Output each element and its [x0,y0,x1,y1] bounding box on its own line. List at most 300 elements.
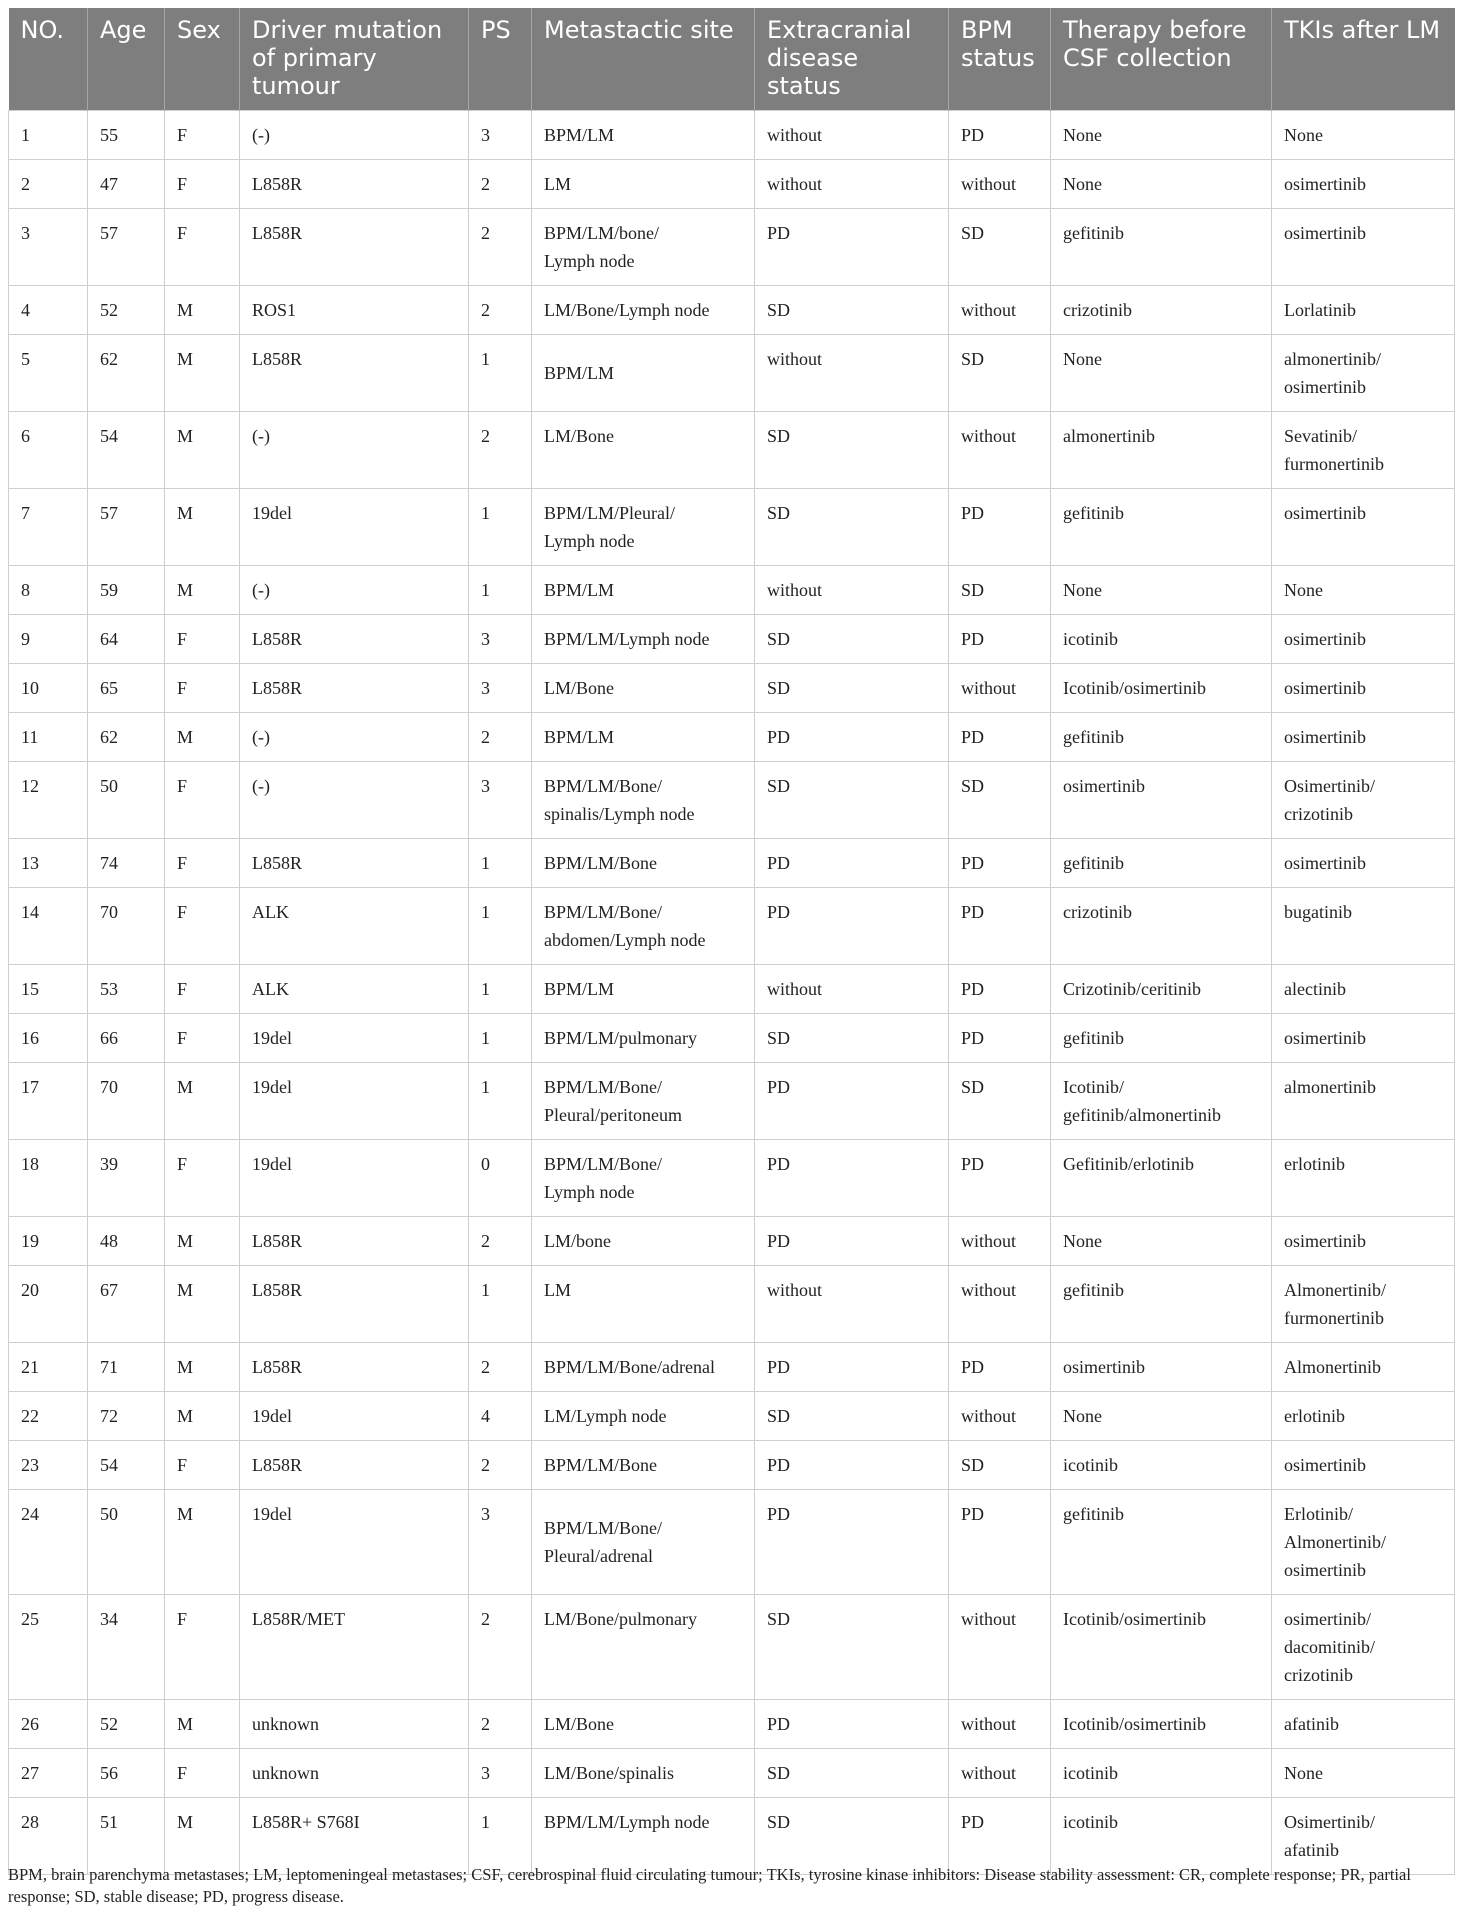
cell-bpm-status: without [949,160,1051,209]
table-row [9,160,1455,209]
cell-bpm-status: without [949,1266,1051,1343]
cell-therapy-before-csf: None [1051,335,1272,412]
cell-bpm-status: PD [949,888,1051,965]
cell-tkis-after-lm: erlotinib [1272,1392,1455,1441]
cell-no: 11 [9,713,88,762]
cell-no: 7 [9,489,88,566]
cell-tkis-after-lm: osimertinib/ dacomitinib/ crizotinib [1272,1595,1455,1700]
cell-tkis-after-lm: osimertinib [1272,209,1455,286]
cell-sex: F [165,1014,240,1063]
cell-no: 15 [9,965,88,1014]
cell-tkis-after-lm: alectinib [1272,965,1455,1014]
cell-driver-mutation: L858R+ S768I [240,1798,469,1875]
cell-driver-mutation: 19del [240,1063,469,1140]
cell-bpm-status: PD [949,839,1051,888]
cell-extracranial-status: SD [755,615,949,664]
cell-age: 59 [88,566,165,615]
cell-no: 4 [9,286,88,335]
cell-no: 12 [9,762,88,839]
table-row [9,965,1455,1014]
cell-therapy-before-csf: None [1051,566,1272,615]
cell-extracranial-status: without [755,965,949,1014]
cell-therapy-before-csf: Icotinib/osimertinib [1051,664,1272,713]
cell-tkis-after-lm: osimertinib [1272,615,1455,664]
cell-metastatic-site: BPM/LM/Lymph node [532,1798,755,1875]
cell-no: 19 [9,1217,88,1266]
cell-bpm-status: without [949,412,1051,489]
cell-extracranial-status: PD [755,888,949,965]
cell-ps: 2 [469,1441,532,1490]
cell-sex: F [165,160,240,209]
cell-tkis-after-lm: Erlotinib/ Almonertinib/ osimertinib [1272,1490,1455,1595]
cell-sex: M [165,1392,240,1441]
cell-therapy-before-csf: gefitinib [1051,839,1272,888]
cell-sex: F [165,888,240,965]
cell-age: 56 [88,1749,165,1798]
cell-bpm-status: without [949,286,1051,335]
cell-bpm-status: without [949,1392,1051,1441]
cell-therapy-before-csf: gefitinib [1051,209,1272,286]
cell-ps: 2 [469,713,532,762]
cell-sex: M [165,1266,240,1343]
cell-bpm-status: PD [949,1014,1051,1063]
cell-sex: M [165,1700,240,1749]
cell-metastatic-site: LM/Lymph node [532,1392,755,1441]
cell-extracranial-status: SD [755,1749,949,1798]
cell-driver-mutation: L858R [240,209,469,286]
cell-sex: M [165,1798,240,1875]
cell-extracranial-status: SD [755,1392,949,1441]
table-row [9,1749,1455,1798]
cell-driver-mutation: 19del [240,489,469,566]
column-header: NO. [9,8,88,111]
cell-bpm-status: without [949,1700,1051,1749]
cell-metastatic-site: LM [532,1266,755,1343]
cell-driver-mutation: L858R/MET [240,1595,469,1700]
cell-ps: 3 [469,1490,532,1595]
cell-no: 27 [9,1749,88,1798]
cell-ps: 1 [469,489,532,566]
cell-bpm-status: without [949,1749,1051,1798]
table-body [9,111,1455,1875]
cell-ps: 2 [469,209,532,286]
cell-bpm-status: SD [949,1441,1051,1490]
cell-driver-mutation: unknown [240,1700,469,1749]
cell-metastatic-site: BPM/LM [532,965,755,1014]
table-container [8,8,1454,1875]
table-row [9,1700,1455,1749]
cell-driver-mutation: L858R [240,1343,469,1392]
cell-age: 55 [88,111,165,160]
cell-ps: 2 [469,1343,532,1392]
cell-extracranial-status: PD [755,1490,949,1595]
cell-no: 5 [9,335,88,412]
cell-bpm-status: PD [949,965,1051,1014]
cell-metastatic-site: BPM/LM [532,713,755,762]
column-header: Therapy before CSF collection [1051,8,1272,111]
cell-sex: M [165,286,240,335]
cell-driver-mutation: ALK [240,965,469,1014]
cell-metastatic-site: BPM/LM/Bone/ Pleural/adrenal [532,1490,755,1595]
table-row [9,1217,1455,1266]
cell-driver-mutation: unknown [240,1749,469,1798]
table-row [9,1266,1455,1343]
cell-extracranial-status: PD [755,839,949,888]
cell-extracranial-status: SD [755,1798,949,1875]
cell-no: 10 [9,664,88,713]
cell-ps: 1 [469,965,532,1014]
cell-no: 21 [9,1343,88,1392]
cell-tkis-after-lm: Sevatinib/ furmonertinib [1272,412,1455,489]
cell-driver-mutation: L858R [240,335,469,412]
cell-ps: 1 [469,1266,532,1343]
cell-therapy-before-csf: osimertinib [1051,1343,1272,1392]
cell-sex: F [165,1441,240,1490]
cell-no: 26 [9,1700,88,1749]
cell-metastatic-site: LM/Bone/spinalis [532,1749,755,1798]
cell-age: 50 [88,762,165,839]
cell-ps: 1 [469,566,532,615]
cell-ps: 3 [469,615,532,664]
table-row [9,1063,1455,1140]
cell-no: 1 [9,111,88,160]
cell-sex: M [165,412,240,489]
cell-ps: 2 [469,286,532,335]
cell-age: 67 [88,1266,165,1343]
cell-sex: F [165,615,240,664]
table-row [9,1595,1455,1700]
cell-extracranial-status: PD [755,1063,949,1140]
cell-metastatic-site: LM/Bone [532,664,755,713]
cell-no: 6 [9,412,88,489]
cell-driver-mutation: ALK [240,888,469,965]
cell-metastatic-site: BPM/LM/Bone/adrenal [532,1343,755,1392]
cell-driver-mutation: (-) [240,566,469,615]
cell-extracranial-status: SD [755,489,949,566]
cell-no: 9 [9,615,88,664]
cell-age: 57 [88,489,165,566]
cell-therapy-before-csf: icotinib [1051,1749,1272,1798]
cell-metastatic-site: BPM/LM/Bone [532,1441,755,1490]
cell-age: 48 [88,1217,165,1266]
table-row [9,566,1455,615]
cell-therapy-before-csf: icotinib [1051,615,1272,664]
cell-age: 53 [88,965,165,1014]
cell-no: 20 [9,1266,88,1343]
cell-metastatic-site: BPM/LM/bone/ Lymph node [532,209,755,286]
cell-metastatic-site: BPM/LM/Pleural/ Lymph node [532,489,755,566]
cell-metastatic-site: LM [532,160,755,209]
cell-driver-mutation: (-) [240,762,469,839]
cell-age: 74 [88,839,165,888]
cell-driver-mutation: ROS1 [240,286,469,335]
cell-therapy-before-csf: gefitinib [1051,713,1272,762]
cell-ps: 1 [469,1014,532,1063]
cell-tkis-after-lm: None [1272,1749,1455,1798]
cell-age: 71 [88,1343,165,1392]
column-header: Driver mutation of primary tumour [240,8,469,111]
cell-extracranial-status: without [755,566,949,615]
cell-no: 17 [9,1063,88,1140]
cell-sex: M [165,1343,240,1392]
table-row [9,335,1455,412]
table-row [9,1798,1455,1875]
patient-characteristics-table [8,8,1455,1875]
cell-tkis-after-lm: osimertinib [1272,1217,1455,1266]
cell-extracranial-status: PD [755,1217,949,1266]
cell-bpm-status: SD [949,335,1051,412]
cell-bpm-status: PD [949,615,1051,664]
cell-ps: 2 [469,160,532,209]
cell-no: 23 [9,1441,88,1490]
cell-therapy-before-csf: Gefitinib/erlotinib [1051,1140,1272,1217]
cell-ps: 1 [469,335,532,412]
cell-metastatic-site: LM/Bone/Lymph node [532,286,755,335]
cell-tkis-after-lm: None [1272,566,1455,615]
cell-metastatic-site: BPM/LM/Bone [532,839,755,888]
table-row [9,713,1455,762]
cell-bpm-status: PD [949,1490,1051,1595]
cell-tkis-after-lm: erlotinib [1272,1140,1455,1217]
cell-age: 65 [88,664,165,713]
cell-no: 18 [9,1140,88,1217]
table-row [9,286,1455,335]
cell-bpm-status: PD [949,1798,1051,1875]
cell-no: 28 [9,1798,88,1875]
cell-extracranial-status: SD [755,412,949,489]
table-row [9,839,1455,888]
cell-metastatic-site: LM/bone [532,1217,755,1266]
cell-tkis-after-lm: osimertinib [1272,160,1455,209]
table-row [9,888,1455,965]
cell-extracranial-status: without [755,335,949,412]
cell-tkis-after-lm: Osimertinib/ crizotinib [1272,762,1455,839]
cell-therapy-before-csf: None [1051,111,1272,160]
cell-ps: 1 [469,839,532,888]
cell-therapy-before-csf: osimertinib [1051,762,1272,839]
cell-age: 62 [88,335,165,412]
cell-sex: F [165,965,240,1014]
cell-therapy-before-csf: gefitinib [1051,1266,1272,1343]
cell-extracranial-status: SD [755,664,949,713]
cell-sex: F [165,111,240,160]
cell-driver-mutation: L858R [240,160,469,209]
cell-age: 70 [88,1063,165,1140]
cell-age: 54 [88,412,165,489]
column-header: Metastactic site [532,8,755,111]
cell-no: 24 [9,1490,88,1595]
cell-metastatic-site: BPM/LM/Bone/ spinalis/Lymph node [532,762,755,839]
cell-tkis-after-lm: osimertinib [1272,664,1455,713]
cell-metastatic-site: LM/Bone [532,412,755,489]
cell-metastatic-site: BPM/LM/Bone/ Lymph node [532,1140,755,1217]
table-row [9,111,1455,160]
cell-therapy-before-csf: None [1051,1217,1272,1266]
table-row [9,1392,1455,1441]
cell-tkis-after-lm: osimertinib [1272,1014,1455,1063]
cell-sex: M [165,1063,240,1140]
cell-ps: 2 [469,1217,532,1266]
cell-ps: 3 [469,111,532,160]
cell-driver-mutation: (-) [240,412,469,489]
cell-metastatic-site: BPM/LM [532,335,755,412]
cell-bpm-status: PD [949,1140,1051,1217]
cell-tkis-after-lm: osimertinib [1272,839,1455,888]
cell-driver-mutation: (-) [240,111,469,160]
cell-extracranial-status: without [755,111,949,160]
column-header: Sex [165,8,240,111]
cell-extracranial-status: PD [755,1343,949,1392]
column-header: BPM status [949,8,1051,111]
cell-tkis-after-lm: osimertinib [1272,713,1455,762]
cell-driver-mutation: L858R [240,839,469,888]
cell-metastatic-site: LM/Bone/pulmonary [532,1595,755,1700]
cell-age: 72 [88,1392,165,1441]
cell-therapy-before-csf: icotinib [1051,1798,1272,1875]
cell-age: 57 [88,209,165,286]
table-row [9,1343,1455,1392]
cell-tkis-after-lm: almonertinib [1272,1063,1455,1140]
cell-metastatic-site: BPM/LM/pulmonary [532,1014,755,1063]
cell-driver-mutation: L858R [240,664,469,713]
cell-extracranial-status: SD [755,286,949,335]
cell-therapy-before-csf: gefitinib [1051,1014,1272,1063]
cell-extracranial-status: SD [755,1595,949,1700]
cell-tkis-after-lm: Almonertinib/ furmonertinib [1272,1266,1455,1343]
cell-driver-mutation: 19del [240,1014,469,1063]
cell-metastatic-site: BPM/LM/Bone/ Pleural/peritoneum [532,1063,755,1140]
cell-tkis-after-lm: osimertinib [1272,489,1455,566]
cell-therapy-before-csf: gefitinib [1051,1490,1272,1595]
cell-age: 54 [88,1441,165,1490]
cell-ps: 0 [469,1140,532,1217]
cell-tkis-after-lm: almonertinib/ osimertinib [1272,335,1455,412]
cell-sex: F [165,1595,240,1700]
cell-age: 62 [88,713,165,762]
cell-ps: 3 [469,1749,532,1798]
cell-therapy-before-csf: almonertinib [1051,412,1272,489]
cell-extracranial-status: PD [755,1441,949,1490]
cell-ps: 2 [469,1595,532,1700]
cell-age: 64 [88,615,165,664]
cell-ps: 4 [469,1392,532,1441]
cell-age: 51 [88,1798,165,1875]
column-header: TKIs after LM [1272,8,1455,111]
cell-therapy-before-csf: gefitinib [1051,489,1272,566]
cell-therapy-before-csf: Icotinib/osimertinib [1051,1595,1272,1700]
cell-metastatic-site: BPM/LM/Lymph node [532,615,755,664]
cell-no: 3 [9,209,88,286]
table-row [9,489,1455,566]
cell-age: 52 [88,1700,165,1749]
cell-sex: F [165,1749,240,1798]
cell-extracranial-status: PD [755,1700,949,1749]
cell-no: 25 [9,1595,88,1700]
cell-driver-mutation: L858R [240,615,469,664]
cell-age: 66 [88,1014,165,1063]
cell-extracranial-status: PD [755,713,949,762]
cell-extracranial-status: SD [755,762,949,839]
cell-sex: F [165,209,240,286]
table-row [9,664,1455,713]
cell-extracranial-status: PD [755,1140,949,1217]
table-row [9,1490,1455,1595]
cell-bpm-status: without [949,1595,1051,1700]
cell-sex: F [165,839,240,888]
table-row [9,209,1455,286]
cell-no: 2 [9,160,88,209]
cell-metastatic-site: BPM/LM/Bone/ abdomen/Lymph node [532,888,755,965]
table-row [9,762,1455,839]
cell-bpm-status: PD [949,713,1051,762]
table-row [9,615,1455,664]
cell-sex: F [165,1140,240,1217]
cell-bpm-status: PD [949,1343,1051,1392]
table-row [9,1441,1455,1490]
cell-metastatic-site: BPM/LM [532,111,755,160]
table-row [9,412,1455,489]
cell-tkis-after-lm: osimertinib [1272,1441,1455,1490]
cell-ps: 2 [469,412,532,489]
cell-bpm-status: PD [949,489,1051,566]
cell-sex: M [165,713,240,762]
cell-age: 52 [88,286,165,335]
cell-extracranial-status: without [755,1266,949,1343]
cell-therapy-before-csf: crizotinib [1051,888,1272,965]
cell-no: 8 [9,566,88,615]
table-header-row [9,8,1455,111]
cell-therapy-before-csf: icotinib [1051,1441,1272,1490]
cell-tkis-after-lm: None [1272,111,1455,160]
cell-sex: M [165,1490,240,1595]
cell-driver-mutation: 19del [240,1392,469,1441]
cell-tkis-after-lm: bugatinib [1272,888,1455,965]
column-header: Extracranial disease status [755,8,949,111]
cell-extracranial-status: without [755,160,949,209]
column-header: PS [469,8,532,111]
cell-bpm-status: SD [949,566,1051,615]
cell-age: 50 [88,1490,165,1595]
column-header: Age [88,8,165,111]
cell-age: 34 [88,1595,165,1700]
cell-bpm-status: SD [949,1063,1051,1140]
cell-age: 47 [88,160,165,209]
cell-bpm-status: PD [949,111,1051,160]
cell-therapy-before-csf: crizotinib [1051,286,1272,335]
cell-sex: M [165,335,240,412]
cell-ps: 3 [469,664,532,713]
cell-sex: F [165,762,240,839]
cell-age: 39 [88,1140,165,1217]
cell-extracranial-status: PD [755,209,949,286]
cell-no: 13 [9,839,88,888]
cell-sex: M [165,1217,240,1266]
cell-no: 16 [9,1014,88,1063]
cell-age: 70 [88,888,165,965]
cell-tkis-after-lm: Osimertinib/ afatinib [1272,1798,1455,1875]
cell-driver-mutation: L858R [240,1266,469,1343]
cell-driver-mutation: 19del [240,1140,469,1217]
cell-sex: M [165,489,240,566]
cell-tkis-after-lm: afatinib [1272,1700,1455,1749]
cell-tkis-after-lm: Almonertinib [1272,1343,1455,1392]
table-footnote: BPM, brain parenchyma metastases; LM, leptomeningeal metastases; CSF, cerebrospinal fluid circulating tumour; TKIs, tyrosine kinase inhibitors: Disease stability assessment: CR, complete response; PR, partial response; SD, stable disease; PD, progress disease. [8,1865,1411,1906]
cell-no: 14 [9,888,88,965]
cell-sex: F [165,664,240,713]
cell-tkis-after-lm: Lorlatinib [1272,286,1455,335]
cell-driver-mutation: (-) [240,713,469,762]
cell-metastatic-site: LM/Bone [532,1700,755,1749]
